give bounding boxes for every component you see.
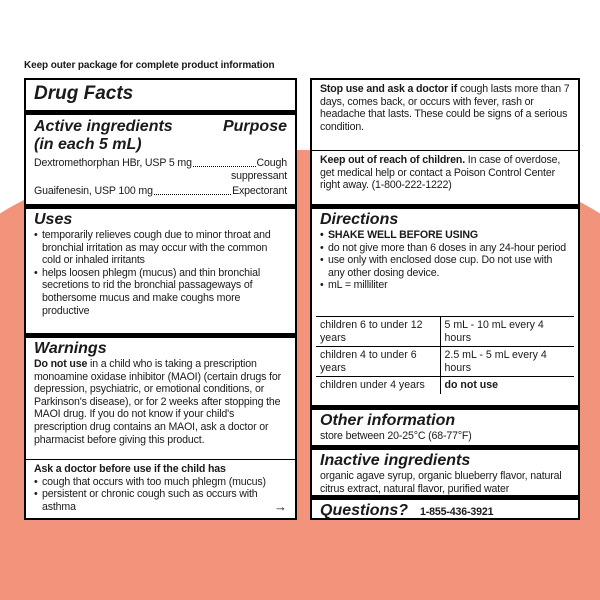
questions-section xyxy=(312,495,578,520)
dose-age-cell: children 6 to under 12 years xyxy=(316,317,440,347)
dose-amount-cell: do not use xyxy=(440,377,574,394)
dose-amount-cell: 5 mL - 10 mL every 4 hours xyxy=(440,317,574,347)
uses-section xyxy=(26,204,295,317)
warnings-section xyxy=(26,333,295,446)
uses-list xyxy=(34,229,287,317)
package-note: Keep outer package for complete product information xyxy=(24,60,275,71)
active-ingredients-heading: Active ingredients xyxy=(34,118,173,135)
do-not-use-text: in a child who is taking a prescription monoamine oxidase inhibitor (MAOI) (certain drugs for depression, psychiatric, or emotional conditions, or Parkinson's disease), or for 2 weeks after stopping the MAOI drug. If you do not know if your child's prescription drug contains an MAOI, ask a doctor or pharmacist before giving this product. xyxy=(34,358,281,446)
ingredient-row xyxy=(34,157,287,182)
other-info-text: store between 20-25°C (68-77°F) xyxy=(320,430,472,442)
questions-heading: Questions? xyxy=(320,502,409,519)
dosing-table xyxy=(316,316,574,394)
dose-age-cell: children under 4 years xyxy=(316,377,440,394)
table-row xyxy=(316,317,574,347)
active-ingredients-subheading: (in each 5 mL) xyxy=(34,136,142,153)
ask-doctor-section xyxy=(26,459,295,513)
dosing-table-section xyxy=(312,316,578,394)
uses-heading: Uses xyxy=(34,211,73,228)
list-item: • persistent or chronic cough such as occurs with asthma xyxy=(34,488,287,513)
list-item: • helps loosen phlegm (mucus) and thin bronchial secretions to rid the bronchial passageways of bothersome mucus and make coughs more productive xyxy=(34,267,287,317)
ingredient-row xyxy=(34,185,287,198)
list-item: • cough that occurs with too much phlegm (mucus) xyxy=(34,476,287,489)
keep-out-section xyxy=(312,150,578,192)
drug-facts-header xyxy=(26,84,295,104)
list-item: • temporarily relieves cough due to minor throat and bronchial irritation as may occur with the common cold or inhaled irritants xyxy=(34,229,287,267)
continue-arrow-icon: → xyxy=(274,499,287,514)
list-item: • mL = milliliter xyxy=(320,279,570,292)
dose-amount-cell: 2.5 mL - 5 mL every 4 hours xyxy=(440,347,574,377)
ask-doctor-list xyxy=(34,476,287,514)
ingredient-purpose: Cough xyxy=(256,157,287,169)
keep-out-lead: Keep out of reach of children. xyxy=(320,154,466,166)
active-ingredients-section xyxy=(26,110,295,198)
do-not-use-paragraph xyxy=(34,358,287,446)
list-item: • do not give more than 6 doses in any 24-hour period xyxy=(320,242,570,255)
do-not-use-lead: Do not use xyxy=(34,358,88,370)
stop-use-text: cough lasts more than 7 days, comes back, or occurs with fever, rash or headache that lasts. These could be signs of a serious condition. xyxy=(320,83,570,133)
inactive-ingredients-heading: Inactive ingredients xyxy=(320,452,471,469)
warnings-heading: Warnings xyxy=(34,340,107,357)
stop-use-lead: Stop use and ask a doctor if xyxy=(320,83,458,95)
directions-heading: Directions xyxy=(320,211,399,228)
stop-use-section xyxy=(312,83,578,133)
ingredient-name: Guaifenesin, USP 100 mg xyxy=(34,185,153,198)
questions-phone: 1-855-436-3921 xyxy=(420,506,494,518)
ingredient-name: Dextromethorphan HBr, USP 5 mg xyxy=(34,157,192,169)
ingredient-purpose: Expectorant xyxy=(232,185,287,198)
dose-age-cell: children 4 to under 6 years xyxy=(316,347,440,377)
directions-section xyxy=(312,204,578,292)
table-row xyxy=(316,347,574,377)
other-info-heading: Other information xyxy=(320,412,456,429)
drug-facts-title: Drug Facts xyxy=(34,83,134,104)
directions-list xyxy=(320,229,570,292)
inactive-ingredients-text: organic agave syrup, organic blueberry flavor, natural citrus extract, natural flavor, purified water xyxy=(320,470,562,495)
drug-facts-left-panel xyxy=(24,78,297,520)
keep-out-text: In case of overdose, get medical help or contact a Poison Control Center right away. (1-800-222-1222) xyxy=(320,154,561,192)
drug-facts-right-panel xyxy=(310,78,580,520)
purpose-heading: Purpose xyxy=(222,118,287,135)
keep-out-paragraph xyxy=(320,154,570,192)
list-item: • use only with enclosed dose cup. Do not use with any other dosing device. xyxy=(320,254,570,279)
inactive-ingredients-section xyxy=(312,445,578,495)
list-item: • SHAKE WELL BEFORE USING xyxy=(320,229,570,242)
other-info-section xyxy=(312,405,578,443)
ask-doctor-heading: Ask a doctor before use if the child has xyxy=(34,463,226,475)
ingredient-purpose-cont: suppressant xyxy=(230,169,287,182)
stop-use-paragraph xyxy=(320,83,570,133)
table-row xyxy=(316,377,574,394)
